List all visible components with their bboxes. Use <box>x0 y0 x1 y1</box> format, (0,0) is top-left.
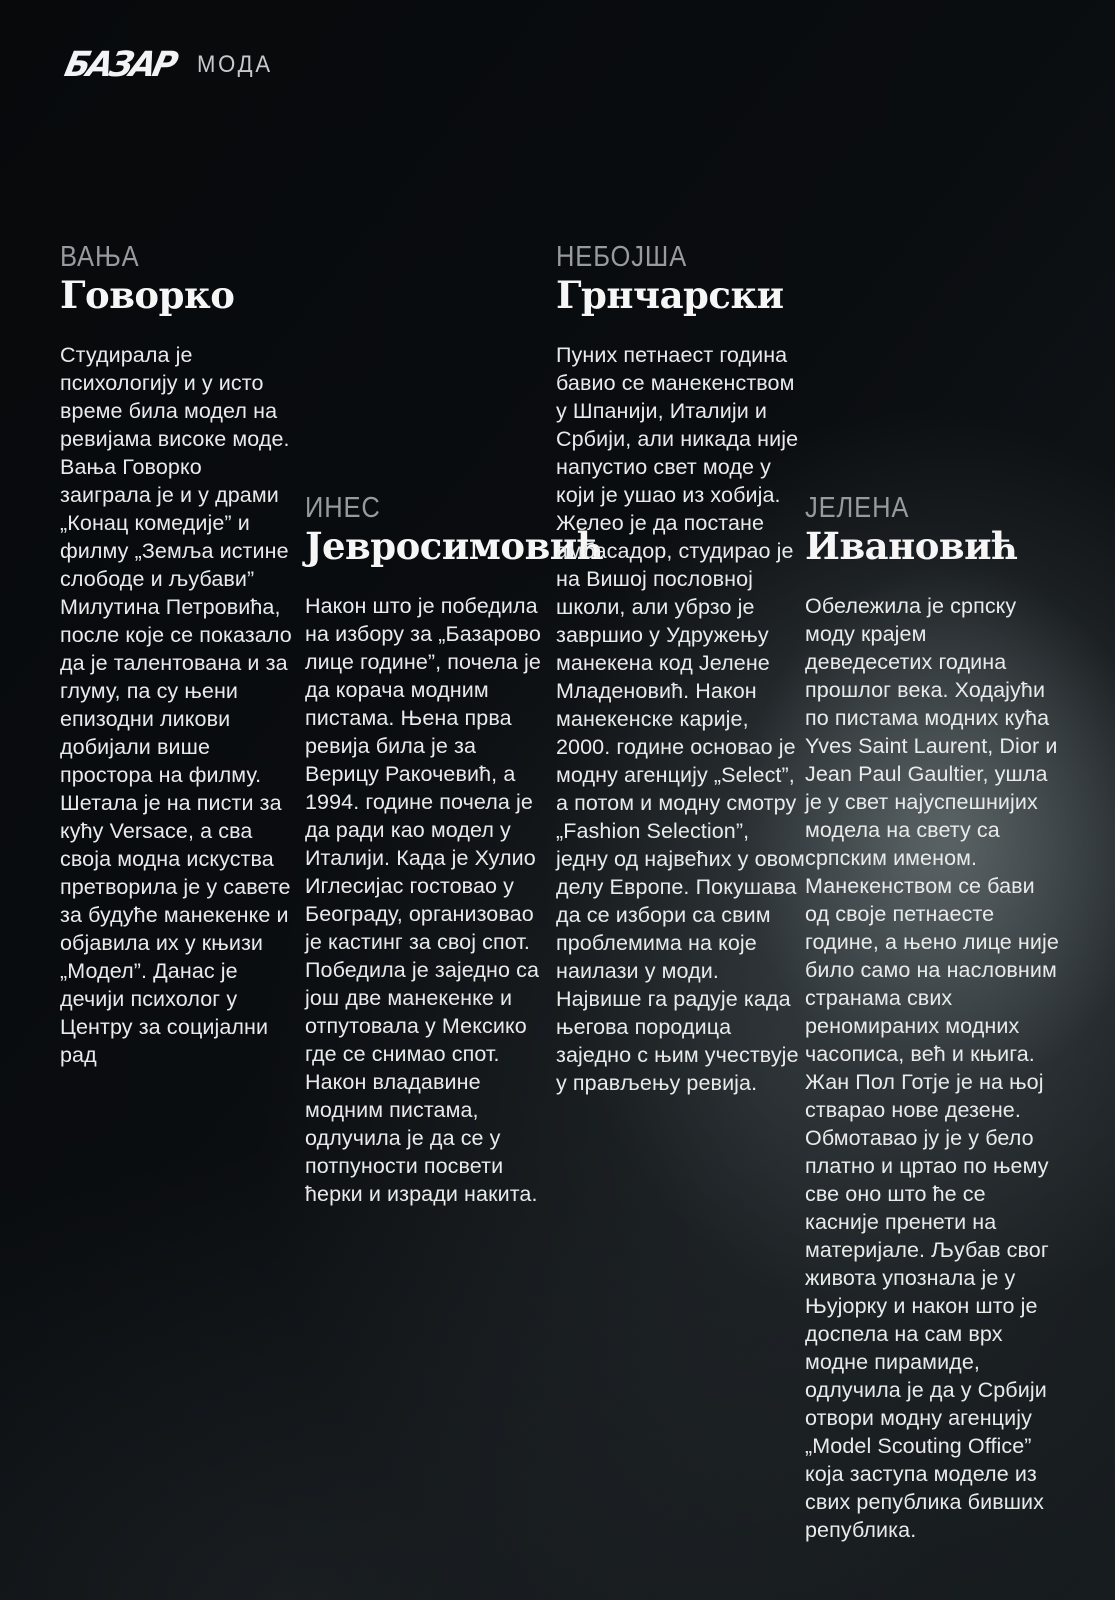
profile-bio: Након што је победила на избору за „Базарово лице године”, почела је да корача модним пистама. Њена прва ревија била је за Верицу Ракочевић, а 1994. године почела је да ради као модел у Италији. Када је Хулио Иглесијас гостовао у Београду, организовао је кастинг за свој спот. Победила је заједно са још две манекенке и отпутовала у Мексико где се снимао спот. Након владавине модним пистама, одлучила је да се у потпуности посвети ћерки и изради накита. <box>305 593 541 1206</box>
profile-name: Јевросимовић <box>305 524 604 568</box>
profile-name: Грнчарски <box>556 273 784 317</box>
profile-vanja-govorko <box>60 243 298 1069</box>
profile-kicker: НЕБОЈША <box>556 241 688 273</box>
profile-bio: Обележила је српску моду крајем деведесетих година прошлог века. Ходајући по пистама модних кућа Yves Saint Laurent, Dior и Jean Paul Gaultier, ушла је у свет најуспешнијих модела на свету са српским именом. Манекенством се бави од своје петнаесте године, а њено лице није било само на насловним странама свих реномираних модних часописа, већ и књига. Жан Пол Готје је на њој стварао нове дезене. Обмотавао ју је у бело платно и цртао по њему све оно што ће се касније пренети на материјале. Љубав свог живота упознала је у Њујорку и након што је доспела на сам врх модне пирамиде, одлучила је да у Србији отвори модну агенцију „Model Scouting Office” која заступа моделе из свих република бивших република. <box>805 593 1059 1542</box>
profile-kicker: ЈЕЛЕНА <box>805 492 910 524</box>
profile-jelena-ivanovic <box>805 494 1059 1544</box>
section-label: МОДА <box>196 50 273 78</box>
profile-ines-jevrosimovic <box>305 492 604 1208</box>
profile-kicker: ВАЊА <box>60 241 140 273</box>
bazar-logo: БАЗАР <box>61 43 179 85</box>
profile-name: Говорко <box>60 273 235 317</box>
profile-kicker: ИНЕС <box>305 492 381 524</box>
profile-bio: Студирала је психологију и у исто време била модел на ревијама високе моде. Вања Говорко заиграла је и у драми „Конац комедије” и филму „Земља истине слободе и љубави” Милутина Петровића, после које се показало да је талентована и за глуму, па су њени епизодни ликови добијали више простора на филму. Шетала је на писти за кућу Versace, а сва своја модна искуства претворила је у савете за будуће манекенке и објавила их у књизи „Модел”. Данас је дечији психолог у Центру за социјални рад <box>60 342 292 1067</box>
profile-name: Ивановић <box>805 524 1018 568</box>
profile-bio: Пуних петнаест година бавио се манекенством у Шпанији, Италији и Србији, али никада није напустио свет моде у који је ушао из хобија. Желео је да постане амбасадор, студирао је на Вишој пословној школи, али убрзо је завршио у Удружењу манекена код Јелене Младеновић. Након манекенске карије, 2000. године основао је модну агенцију „Select”, а потом и модну смотру „Fashion Selection”, једну од највећих у овом делу Европе. Покушава да се избори са свим проблемима на које наилази у моди. Највише га радује када његова породица заједно с њим учествује у прављењу ревија. <box>556 342 805 1095</box>
profile-nebojsa-grncarski <box>556 243 806 1097</box>
masthead <box>61 43 279 85</box>
